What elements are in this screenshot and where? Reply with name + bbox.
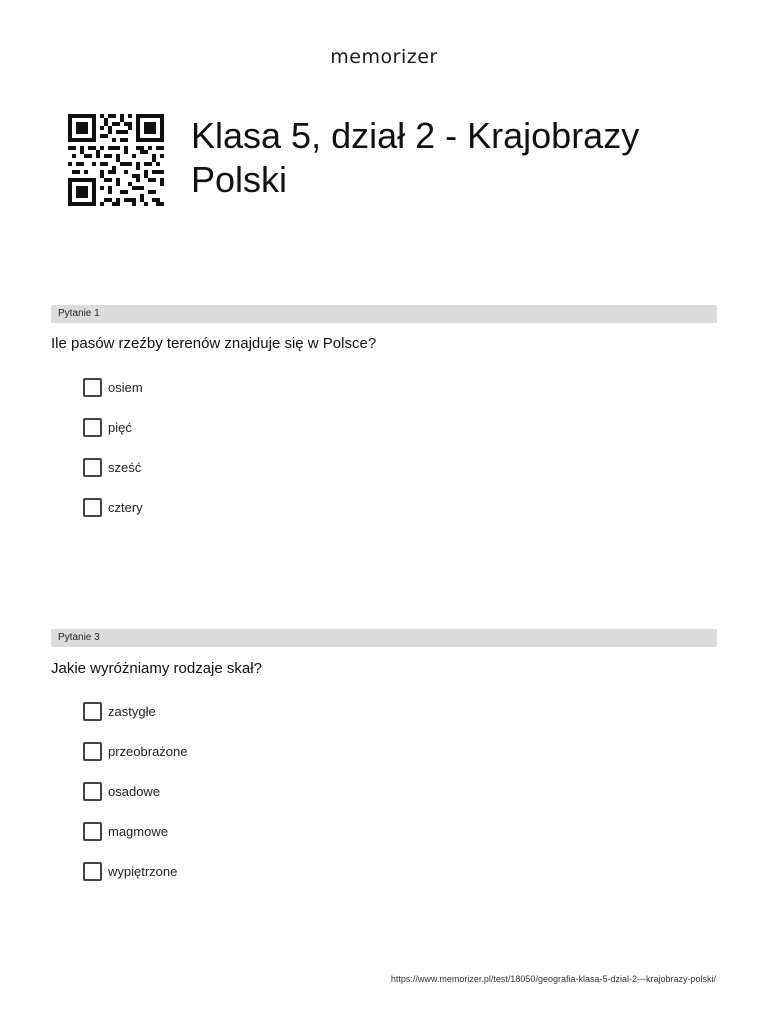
checkbox[interactable] [83, 742, 102, 761]
checkbox[interactable] [83, 822, 102, 841]
answer-option[interactable] [83, 821, 168, 841]
answer-label: sześć [108, 459, 142, 475]
answer-option[interactable] [83, 861, 177, 881]
answer-option[interactable] [83, 741, 188, 761]
answer-option[interactable] [83, 781, 160, 801]
checkbox[interactable] [83, 702, 102, 721]
checkbox[interactable] [83, 498, 102, 517]
answer-label: osiem [108, 379, 143, 395]
checkbox[interactable] [83, 378, 102, 397]
answer-label: magmowe [108, 823, 168, 839]
question-number-bar: Pytanie 1 [51, 305, 717, 323]
answer-option[interactable] [83, 417, 132, 437]
answer-option[interactable] [83, 377, 143, 397]
answer-label: wypiętrzone [108, 863, 178, 879]
question-text: Jakie wyróżniamy rodzaje skał? [51, 660, 262, 677]
answer-option[interactable] [83, 457, 141, 477]
checkbox[interactable] [83, 782, 102, 801]
answer-label: przeobrażone [108, 743, 188, 759]
question-number-bar: Pytanie 3 [51, 629, 717, 647]
answer-option[interactable] [83, 497, 143, 517]
checkbox[interactable] [83, 458, 102, 477]
footer-url: https://www.memorizer.pl/test/18050/geografia-klasa-5-dzial-2---krajobrazy-polski/ [390, 974, 716, 984]
answer-label: pięć [108, 419, 132, 435]
answer-label: osadowe [108, 783, 161, 799]
memorizer-logo: memorizer [330, 46, 438, 68]
checkbox[interactable] [83, 862, 102, 881]
document-title: Klasa 5, dział 2 - Krajobrazy Polski [191, 115, 640, 200]
answer-label: zastygłe [108, 703, 156, 719]
checkbox[interactable] [83, 418, 102, 437]
question-text: Ile pasów rzeźby terenów znajduje się w Polsce? [51, 335, 377, 352]
answer-option[interactable] [83, 701, 156, 721]
answer-label: cztery [108, 499, 143, 515]
qr-code [68, 114, 164, 206]
